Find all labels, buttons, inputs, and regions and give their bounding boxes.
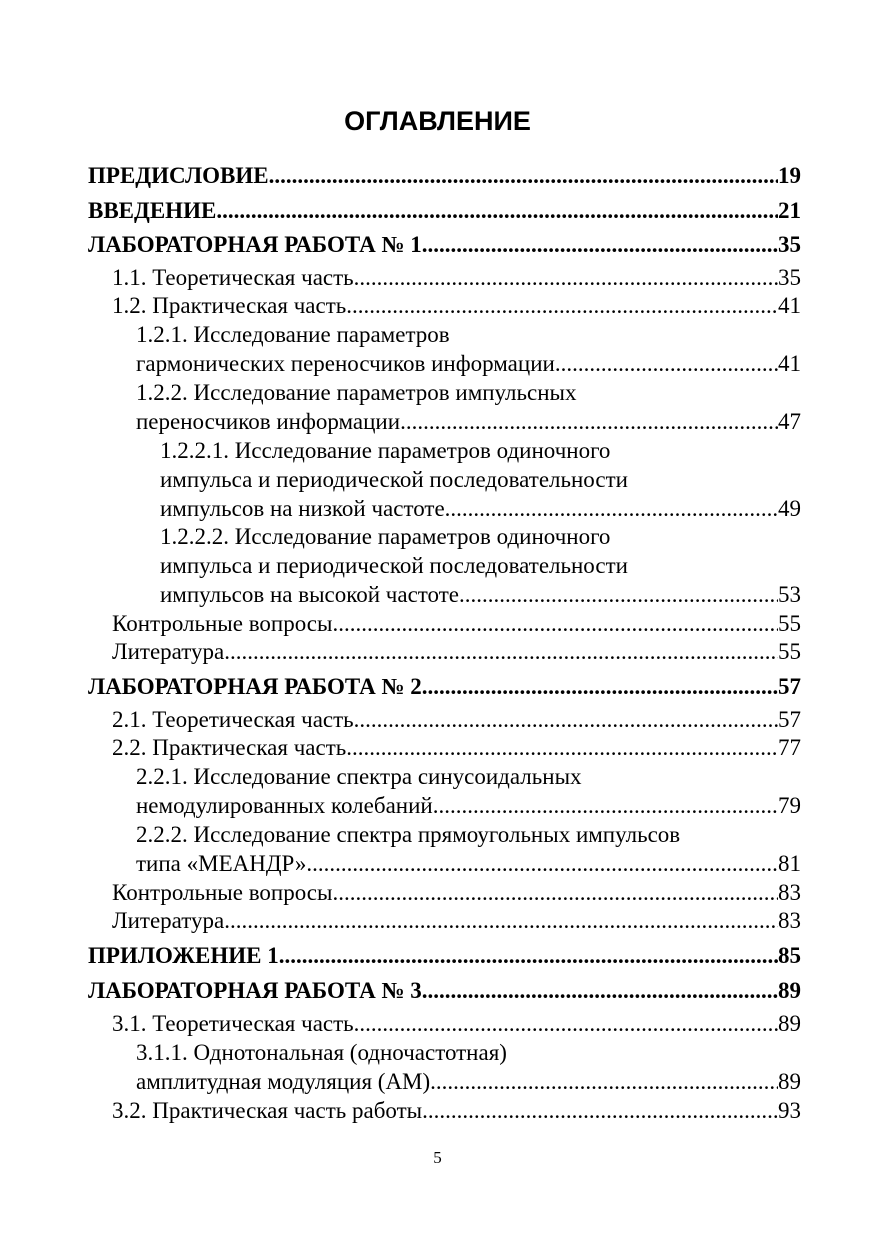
toc-entry-leader: [112, 879, 801, 907]
toc-entry-title: 2.1. Теоретическая часть: [112, 707, 354, 732]
toc-entry-page: 55: [778, 639, 801, 664]
toc-entry-page: 89: [778, 1011, 801, 1036]
toc-entry-title: 2.2. Практическая часть: [112, 735, 347, 760]
toc-entry-page: 85: [778, 943, 801, 968]
toc-entry-leader: [88, 162, 801, 190]
toc-entry-leader: [88, 977, 801, 1005]
toc-entry-title: 1.1. Теоретическая часть: [112, 265, 354, 290]
toc-entry-page: 79: [778, 793, 801, 818]
toc-entry-page: 83: [778, 880, 801, 905]
toc-entry-page: 41: [778, 293, 801, 318]
toc-entry-page: 55: [778, 611, 801, 636]
toc-title: ОГЛАВЛЕНИЕ: [344, 106, 531, 136]
toc-entry-leader: [112, 1097, 801, 1125]
toc-entry-page: 19: [778, 163, 801, 188]
toc-entry-page: 77: [778, 735, 801, 760]
toc-entry-title: Контрольные вопросы: [112, 880, 333, 905]
toc-entry-page: 49: [778, 496, 801, 521]
toc-entry-page: 57: [778, 674, 801, 699]
toc-entry-leader: [112, 638, 801, 666]
toc-entry-title-line: 1.2.1. Исследование параметров: [136, 322, 450, 347]
toc-entry-title: гармонических переносчиков информации: [136, 351, 555, 376]
toc-entry-page: 35: [778, 265, 801, 290]
toc-entry-title-line: импульса и периодической последовательности: [160, 553, 628, 578]
toc-entry-leader: [136, 850, 801, 878]
toc-entry-page: 57: [778, 707, 801, 732]
toc-entry-title-line: 2.2.1. Исследование спектра синусоидальных: [136, 764, 582, 789]
toc-entry-title: Литература: [112, 639, 225, 664]
toc-entry-title: ЛАБОРАТОРНАЯ РАБОТА № 1: [88, 232, 422, 257]
toc-entry-title: ПРИЛОЖЕНИЕ 1: [88, 943, 279, 968]
toc-entry-page: 35: [778, 232, 801, 257]
toc-entry-title-line: 1.2.2.1. Исследование параметров одиночного: [160, 438, 611, 463]
toc-entry-leader: [112, 734, 801, 762]
toc-entry-title-line: 1.2.2.2. Исследование параметров одиночного: [160, 524, 611, 549]
toc-entry-leader: [112, 907, 801, 935]
toc-entry-leader: [160, 581, 801, 609]
toc-entry-title: Литература: [112, 908, 225, 933]
toc-entry-title: Контрольные вопросы: [112, 611, 333, 636]
toc-entry-title: типа «МЕАНДР»: [136, 851, 307, 876]
toc-entry-page: 81: [778, 851, 801, 876]
toc-entry-title: амплитудная модуляция (АМ): [136, 1069, 431, 1094]
toc-entry-leader: [88, 231, 801, 259]
toc-entry-page: 93: [778, 1098, 801, 1123]
toc-entry-page: 41: [778, 351, 801, 376]
toc-entry-leader: [88, 942, 801, 970]
toc-entry-title: ЛАБОРАТОРНАЯ РАБОТА № 3: [88, 978, 422, 1003]
toc-entry-leader: [112, 292, 801, 320]
toc-entry-page: 83: [778, 908, 801, 933]
toc-entry-title: ЛАБОРАТОРНАЯ РАБОТА № 2: [88, 674, 422, 699]
toc-entry-leader: [136, 792, 801, 820]
toc-entry-title: 3.2. Практическая часть работы: [112, 1098, 423, 1123]
toc-entry-title: импульсов на низкой частоте: [160, 496, 445, 521]
toc-entry-title-line: 3.1.1. Однотональная (одночастотная): [136, 1040, 507, 1065]
toc-entry-title: импульсов на высокой частоте: [160, 582, 459, 607]
toc-entry-page: 53: [778, 582, 801, 607]
toc-entry-page: 21: [778, 198, 801, 223]
toc-entry-page: 89: [778, 1069, 801, 1094]
toc-entry-leader: [88, 673, 801, 701]
toc-entry-title: 1.2. Практическая часть: [112, 293, 347, 318]
toc-entry-title: ВВЕДЕНИЕ: [88, 198, 217, 223]
toc-entry-leader: [112, 264, 801, 292]
toc-entry-leader: [136, 1068, 801, 1096]
toc-entry-title: переносчиков информации: [136, 409, 401, 434]
page-number: 5: [433, 1148, 442, 1167]
toc-entry-title: ПРЕДИСЛОВИЕ: [88, 163, 269, 188]
toc-entry-leader: [112, 610, 801, 638]
toc-entry-title-line: импульса и периодической последовательности: [160, 467, 628, 492]
toc-entry-leader: [136, 408, 801, 436]
toc-entry-page: 47: [778, 409, 801, 434]
toc-entry-leader: [136, 350, 801, 378]
toc-entry-title-line: 2.2.2. Исследование спектра прямоугольных импульсов: [136, 822, 681, 847]
toc-entry-title: немодулированных колебаний: [136, 793, 433, 818]
toc-entry-leader: [112, 1010, 801, 1038]
toc-entry-title: 3.1. Теоретическая часть: [112, 1011, 354, 1036]
toc-entry-page: 89: [778, 978, 801, 1003]
toc-entry-leader: [88, 197, 801, 225]
toc-entry-leader: [160, 495, 801, 523]
toc-entry-leader: [112, 706, 801, 734]
toc-entry-title-line: 1.2.2. Исследование параметров импульсных: [136, 380, 577, 405]
